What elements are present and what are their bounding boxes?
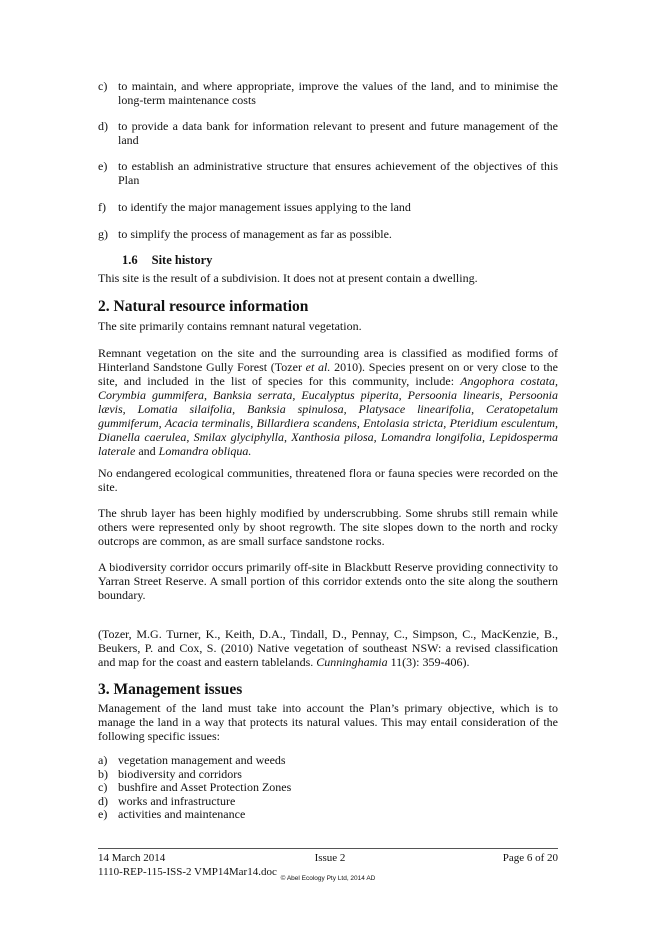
text-run: (Tozer, M.G. Turner, K., Keith, D.A., Tindall, D., Pennay, C., Simpson, C., MacKenzie, B., Beukers, P. and Cox, S. (2010) Native vegetation of southeast NSW: a revised classification and map for the coast and eastern tablelands.	[98, 627, 558, 669]
paragraph: A biodiversity corridor occurs primarily off-site in Blackbutt Reserve providing connectivity to Yarran Street Reserve. A small portion of this corridor extends onto the site along the southern boundary.	[98, 560, 558, 602]
issue-text: vegetation management and weeds	[118, 753, 286, 767]
paragraph: The shrub layer has been highly modified by underscrubbing. Some shrubs still remain while others were represented only by shoot regrowth. The site slopes down to the north and rocky outcrops are common, as are small surface sandstone rocks.	[98, 506, 558, 548]
paragraph: Management of the land must take into account the Plan’s primary objective, which is to manage the land in a way that protects its natural values. This may entail consideration of the following specific issues:	[98, 701, 558, 743]
section-heading-natural-resource: 2. Natural resource information	[98, 298, 309, 315]
text-run: Remnant vegetation on the site and the surrounding area is classified as modified forms of Hinterland Sandstone Gully Forest (Tozer	[98, 346, 558, 374]
reference	[98, 627, 558, 669]
issue-label: c)	[98, 780, 108, 794]
issue-item	[98, 808, 245, 822]
journal-name: Cunninghamia	[316, 655, 388, 669]
objective-label: g)	[98, 227, 108, 241]
footer-date: 14 March 2014	[98, 852, 166, 864]
text-run: 2010). Species present on or very close to the site, and included in the list of species for this community, include:	[98, 360, 558, 388]
footer-page-number: Page 6 of 20	[502, 852, 558, 864]
issue-item	[98, 781, 291, 795]
footer-issue: Issue 2	[314, 852, 346, 864]
section-heading-site-history	[122, 253, 212, 267]
issue-text: biodiversity and corridors	[118, 767, 242, 781]
paragraph-vegetation	[98, 346, 558, 458]
objective-text: to establish an administrative structure that ensures achievement of the objectives of this Plan	[118, 159, 558, 187]
objective-text: to identify the major management issues applying to the land	[118, 200, 411, 214]
issue-label: d)	[98, 794, 108, 808]
paragraph: No endangered ecological communities, threatened flora or fauna species were recorded on the site.	[98, 466, 558, 494]
objective-text: to simplify the process of management as far as possible.	[118, 227, 392, 241]
footer-document-reference: 1110-REP-115-ISS-2 VMP14Mar14.doc	[98, 866, 277, 878]
paragraph: The site primarily contains remnant natural vegetation.	[98, 319, 362, 333]
issue-text: works and infrastructure	[118, 794, 236, 808]
issue-label: a)	[98, 753, 108, 767]
issue-text: activities and maintenance	[118, 807, 246, 821]
text-run-italic: Lomandra obliqua.	[158, 444, 252, 458]
footer-divider	[98, 848, 558, 849]
section-title: Site history	[151, 253, 213, 267]
issue-text: bushfire and Asset Protection Zones	[118, 780, 292, 794]
issue-item	[98, 754, 286, 768]
objective-label: c)	[98, 79, 108, 93]
objective-text: to provide a data bank for information relevant to present and future management of the land	[118, 119, 558, 147]
objective-text: to maintain, and where appropriate, improve the values of the land, and to minimise the long-term maintenance costs	[118, 79, 558, 107]
issue-label: b)	[98, 767, 108, 781]
section-heading-management: 3. Management issues	[98, 681, 243, 698]
objective-label: e)	[98, 159, 108, 173]
section-number: 1.6	[122, 253, 138, 267]
text-run: and	[135, 444, 159, 458]
footer-copyright: © Abel Ecology Pty Ltd, 2014 AD	[280, 875, 376, 882]
text-run-italic: et al.	[305, 360, 331, 374]
species-list: Angophora costata, Corymbia gummifera, Banksia serrata, Eucalyptus piperita, Persoonia linearis, Persoonia lævis, Lomatia silaifolia, Banksia spinulosa, Platysace linearifolia, Ceratopetalum gummiferum, Acacia terminalis, Billardiera scandens, Entolasia stricta, Pteridium esculentum, Dianella caerulea, Smilax glyciphylla, Xanthosia pilosa, Lomandra longifolia, Lepidosperma laterale	[98, 374, 558, 458]
issue-label: e)	[98, 807, 108, 821]
objective-label: f)	[98, 200, 106, 214]
site-history-text: This site is the result of a subdivision. It does not at present contain a dwelling.	[98, 271, 478, 285]
objective-label: d)	[98, 119, 108, 133]
text-run: 11(3): 359-406).	[387, 655, 470, 669]
